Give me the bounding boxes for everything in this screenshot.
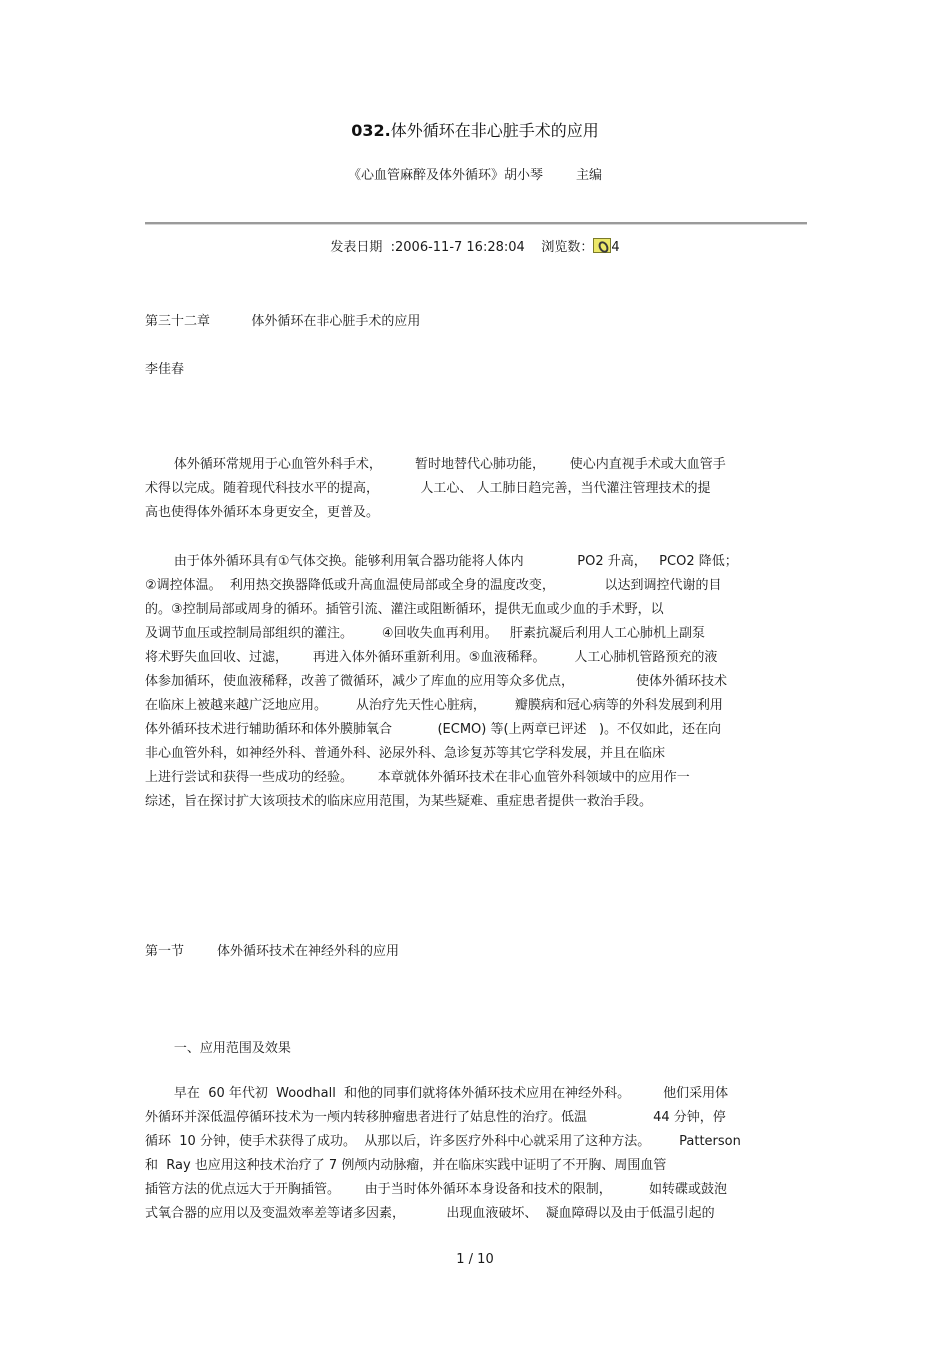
paragraph-line: 将术野失血回收、过滤， 再进入体外循环重新利用。⑤血液稀释。 人工心肺机管路预充的液 — [145, 650, 718, 665]
paragraph-line: 早在 60 年代初 Woodhall 和他的同事们就将体外循环技术应用在神经外科。 他们采用体 — [145, 1086, 729, 1101]
paragraph-functions — [145, 550, 810, 814]
section-heading-text: 第一节 体外循环技术在神经外科的应用 — [145, 944, 400, 959]
paragraph-line: ②调控体温。 利用热交换器降低或升高血温使局部或全身的温度改变， 以达到调控代谢的目 — [145, 578, 722, 593]
paragraph-line: 体参加循环，使血液稀释，改善了微循环，减少了库血的应用等众多优点， 使体外循环技术 — [145, 674, 727, 689]
document-title — [0, 120, 950, 142]
publish-date: 发表日期 :2006-11-7 16:28:04 浏览数： — [330, 240, 594, 255]
paragraph-intro — [145, 453, 810, 525]
author-text: 李佳春 — [145, 362, 185, 377]
author-name — [145, 358, 810, 382]
paragraph-line: 术得以完成。随着现代科技水平的提高， 人工心、 人工肺日趋完善，当代灌注管理技术的提 — [145, 481, 711, 496]
paragraph-line: 体外循环常规用于心血管外科手术， 暂时地替代心肺功能， 使心内直视手术或大血管手 — [145, 457, 726, 472]
paragraph-line: 式氧合器的应用以及变温效率差等诸多因素， 出现血液破坏、 凝血障碍以及由于低温引起的 — [145, 1206, 715, 1221]
paragraph-line: 和 Ray 也应用这种技术治疗了 7 例颅内动脉瘤，并在临床实践中证明了不开胸、周围血管 — [145, 1158, 667, 1173]
publish-meta — [0, 238, 950, 258]
paragraph-line: 非心血管外科，如神经外科、普通外科、泌尿外科、急诊复苏等其它学科发展，并且在临床 — [145, 746, 666, 761]
title-text: 体外循环在非心脏手术的应用 — [390, 121, 599, 140]
section-heading — [145, 940, 810, 964]
subsection-heading — [145, 1037, 810, 1061]
view-count: 4 — [611, 240, 620, 255]
paragraph-line: 及调节血压或控制局部组织的灌注。 ④回收失血再利用。 肝素抗凝后利用人工心肺机上副泵 — [145, 626, 705, 641]
subsection-heading-text: 一、应用范围及效果 — [145, 1041, 291, 1056]
chapter-heading — [145, 310, 810, 334]
paragraph-line: 综述，旨在探讨扩大该项技术的临床应用范围，为某些疑难、重症患者提供一救治手段。 — [145, 794, 653, 809]
title-number: 032. — [351, 121, 391, 140]
document-subtitle: 《心血管麻醉及体外循环》胡小琴 主编 — [347, 168, 603, 183]
paragraph-line: 循环 10 分钟，使手术获得了成功。 从那以后，许多医疗外科中心就采用了这种方法。 Patterson — [145, 1134, 741, 1149]
paragraph-line: 在临床上被越来越广泛地应用。 从治疗先天性心脏病， 瓣膜病和冠心病等的外科发展到利用 — [145, 698, 723, 713]
paragraph-line: 上进行尝试和获得一些成功的经验。 本章就体外循环技术在非心血管外科领域中的应用作一 — [145, 770, 690, 785]
page-indicator: 1 / 10 — [456, 1252, 494, 1267]
header-divider — [145, 222, 807, 225]
paragraph-line: 由于体外循环具有①气体交换。能够利用氧合器功能将人体内 PO2 升高， PCO2 降低； — [145, 554, 738, 569]
paragraph-line: 体外循环技术进行辅助循环和体外膜肺氧合 (ECMO) 等(上两章已评述 )。不仅如此，还在向 — [145, 722, 722, 737]
paragraph-history — [145, 1082, 810, 1226]
paragraph-line: 的。③控制局部或周身的循环。插管引流、灌注或阻断循环，提供无血或少血的手术野，以 — [145, 602, 664, 617]
paragraph-line: 高也使得体外循环本身更安全，更普及。 — [145, 505, 380, 520]
paragraph-line: 插管方法的优点远大于开胸插管。 由于当时体外循环本身设备和技术的限制， 如转碟或鼓泡 — [145, 1182, 727, 1197]
chapter-heading-text: 第三十二章 体外循环在非心脏手术的应用 — [145, 314, 421, 329]
view-count-icon — [593, 238, 611, 253]
paragraph-line: 外循环并深低温停循环技术为一颅内转移肿瘤患者进行了姑息性的治疗。低温 44 分钟，停 — [145, 1110, 726, 1125]
